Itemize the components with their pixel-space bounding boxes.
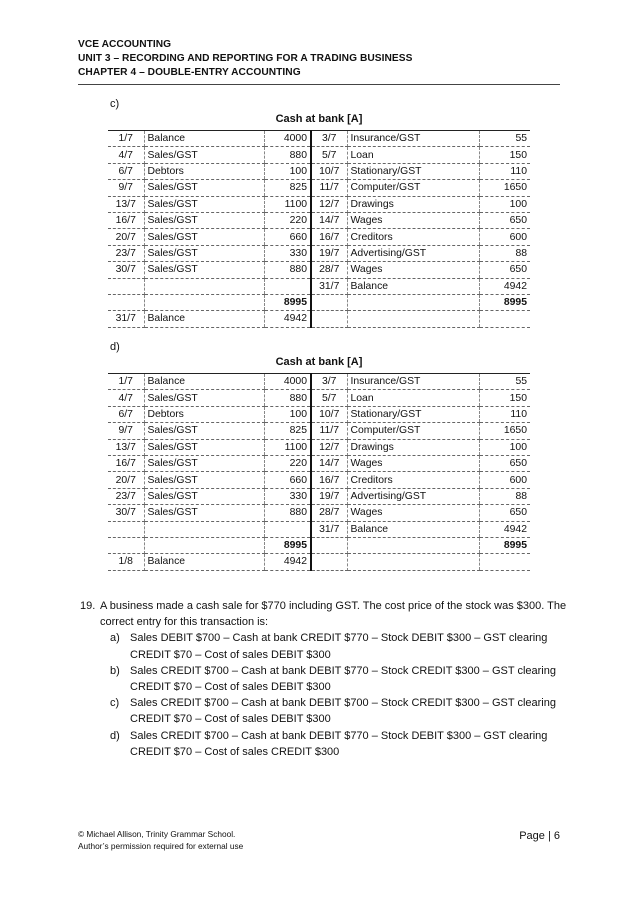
debit-date: 23/7 <box>108 488 144 504</box>
debit-particulars <box>144 278 264 294</box>
part-c-label: c) <box>110 98 120 110</box>
credit-amount: 110 <box>479 406 530 422</box>
debit-date: 4/7 <box>108 147 144 163</box>
document-header <box>78 38 560 80</box>
ledger-row <box>108 455 530 471</box>
credit-amount: 650 <box>479 212 530 228</box>
ledger-d-table <box>108 373 530 571</box>
credit-amount: 650 <box>479 262 530 278</box>
debit-amount: 4000 <box>264 374 311 390</box>
debit-particulars: Debtors <box>144 163 264 179</box>
ledger-row <box>108 374 530 390</box>
part-d-label: d) <box>110 341 120 353</box>
ledger-row <box>108 439 530 455</box>
ledger-total-row <box>108 294 530 310</box>
debit-amount: 4942 <box>264 554 311 570</box>
credit-date: 11/7 <box>311 180 347 196</box>
debit-amount: 220 <box>264 455 311 471</box>
credit-particulars: Wages <box>347 212 479 228</box>
credit-date <box>311 537 347 553</box>
debit-amount: 8995 <box>264 537 311 553</box>
debit-particulars <box>144 521 264 537</box>
credit-particulars: Advertising/GST <box>347 488 479 504</box>
debit-particulars: Sales/GST <box>144 390 264 406</box>
debit-particulars: Sales/GST <box>144 455 264 471</box>
option-d-label: d) <box>110 729 120 742</box>
debit-amount <box>264 521 311 537</box>
debit-date: 1/7 <box>108 131 144 147</box>
credit-amount: 1650 <box>479 180 530 196</box>
debit-amount: 4942 <box>264 311 311 327</box>
option-d-text: Sales CREDIT $700 – Cash at bank DEBIT $770 – Stock DEBIT $300 – GST clearing CREDIT $70 – Cost of sales CREDIT $300 <box>130 729 548 758</box>
debit-amount: 100 <box>264 406 311 422</box>
credit-particulars: Stationary/GST <box>347 406 479 422</box>
credit-particulars <box>347 294 479 310</box>
credit-particulars: Drawings <box>347 439 479 455</box>
credit-amount: 100 <box>479 196 530 212</box>
debit-date <box>108 278 144 294</box>
ledger-row <box>108 390 530 406</box>
ledger-row <box>108 521 530 537</box>
ledger-row <box>108 505 530 521</box>
debit-date: 13/7 <box>108 439 144 455</box>
question-number: 19. <box>80 600 96 612</box>
debit-amount: 880 <box>264 147 311 163</box>
credit-amount: 88 <box>479 245 530 261</box>
debit-particulars: Balance <box>144 311 264 327</box>
debit-date: 9/7 <box>108 180 144 196</box>
credit-particulars: Insurance/GST <box>347 131 479 147</box>
debit-amount: 220 <box>264 212 311 228</box>
ledger-row <box>108 423 530 439</box>
credit-particulars: Creditors <box>347 229 479 245</box>
credit-particulars: Advertising/GST <box>347 245 479 261</box>
ledger-row <box>108 229 530 245</box>
debit-particulars: Balance <box>144 374 264 390</box>
ledger-row <box>108 262 530 278</box>
debit-particulars: Sales/GST <box>144 505 264 521</box>
credit-amount: 4942 <box>479 278 530 294</box>
debit-particulars <box>144 537 264 553</box>
debit-date: 9/7 <box>108 423 144 439</box>
debit-amount: 1100 <box>264 196 311 212</box>
debit-amount: 880 <box>264 505 311 521</box>
debit-particulars: Sales/GST <box>144 262 264 278</box>
debit-amount: 330 <box>264 488 311 504</box>
ledger-row <box>108 311 530 327</box>
debit-date: 6/7 <box>108 406 144 422</box>
debit-date: 23/7 <box>108 245 144 261</box>
credit-particulars: Stationary/GST <box>347 163 479 179</box>
debit-particulars: Debtors <box>144 406 264 422</box>
debit-date <box>108 294 144 310</box>
credit-amount: 8995 <box>479 294 530 310</box>
credit-date: 16/7 <box>311 472 347 488</box>
credit-particulars <box>347 554 479 570</box>
debit-particulars: Sales/GST <box>144 472 264 488</box>
ledger-d-title: Cash at bank [A] <box>275 356 363 368</box>
credit-amount: 150 <box>479 390 530 406</box>
credit-particulars: Insurance/GST <box>347 374 479 390</box>
debit-date: 20/7 <box>108 472 144 488</box>
credit-particulars: Loan <box>347 147 479 163</box>
credit-amount: 150 <box>479 147 530 163</box>
credit-amount: 100 <box>479 439 530 455</box>
page-number: Page | 6 <box>519 830 560 842</box>
credit-amount: 650 <box>479 505 530 521</box>
credit-date: 12/7 <box>311 439 347 455</box>
credit-date: 19/7 <box>311 488 347 504</box>
credit-particulars: Drawings <box>347 196 479 212</box>
debit-amount: 825 <box>264 180 311 196</box>
credit-date: 10/7 <box>311 406 347 422</box>
ledger-total-row <box>108 537 530 553</box>
credit-date: 14/7 <box>311 455 347 471</box>
option-b-label: b) <box>110 664 120 677</box>
credit-amount <box>479 311 530 327</box>
ledger-row <box>108 472 530 488</box>
footer-copyright-line: © Michael Allison, Trinity Grammar School. <box>78 829 236 839</box>
debit-particulars: Sales/GST <box>144 439 264 455</box>
credit-date: 5/7 <box>311 390 347 406</box>
debit-particulars: Sales/GST <box>144 147 264 163</box>
question-text: A business made a cash sale for $770 including GST. The cost price of the stock was $300. The correct entry for this transaction is: <box>100 600 567 629</box>
debit-date: 16/7 <box>108 212 144 228</box>
credit-particulars: Wages <box>347 455 479 471</box>
credit-date: 16/7 <box>311 229 347 245</box>
credit-date: 19/7 <box>311 245 347 261</box>
debit-date: 30/7 <box>108 262 144 278</box>
credit-amount: 110 <box>479 163 530 179</box>
debit-particulars: Sales/GST <box>144 196 264 212</box>
credit-particulars <box>347 311 479 327</box>
debit-particulars: Balance <box>144 554 264 570</box>
credit-particulars: Loan <box>347 390 479 406</box>
header-subject: VCE ACCOUNTING <box>78 39 172 50</box>
option-c-label: c) <box>110 697 120 710</box>
debit-amount: 100 <box>264 163 311 179</box>
debit-amount <box>264 278 311 294</box>
ledger-row <box>108 278 530 294</box>
debit-particulars: Sales/GST <box>144 229 264 245</box>
credit-particulars: Computer/GST <box>347 423 479 439</box>
ledger-row <box>108 163 530 179</box>
debit-amount: 660 <box>264 229 311 245</box>
debit-particulars: Balance <box>144 131 264 147</box>
credit-amount: 600 <box>479 229 530 245</box>
debit-date: 6/7 <box>108 163 144 179</box>
ledger-row <box>108 406 530 422</box>
ledger-c-table <box>108 130 530 328</box>
debit-amount: 1100 <box>264 439 311 455</box>
credit-amount: 600 <box>479 472 530 488</box>
credit-amount: 1650 <box>479 423 530 439</box>
credit-particulars: Balance <box>347 278 479 294</box>
credit-amount: 55 <box>479 131 530 147</box>
option-c <box>110 695 580 727</box>
credit-particulars: Wages <box>347 262 479 278</box>
credit-date: 31/7 <box>311 521 347 537</box>
credit-date <box>311 554 347 570</box>
debit-date: 1/7 <box>108 374 144 390</box>
credit-date: 28/7 <box>311 505 347 521</box>
credit-amount: 55 <box>479 374 530 390</box>
debit-date <box>108 521 144 537</box>
credit-date <box>311 294 347 310</box>
header-unit: UNIT 3 – RECORDING AND REPORTING FOR A TRADING BUSINESS <box>78 53 413 64</box>
option-a-label: a) <box>110 632 120 645</box>
debit-amount: 880 <box>264 390 311 406</box>
debit-amount: 330 <box>264 245 311 261</box>
ledger-row <box>108 488 530 504</box>
ledger-row <box>108 245 530 261</box>
debit-amount: 825 <box>264 423 311 439</box>
debit-date: 1/8 <box>108 554 144 570</box>
debit-date: 30/7 <box>108 505 144 521</box>
ledger-c-title: Cash at bank [A] <box>275 113 363 125</box>
credit-particulars <box>347 537 479 553</box>
option-b-text: Sales CREDIT $700 – Cash at bank DEBIT $770 – Stock CREDIT $300 – GST clearing CREDIT $70 – Cost of sales DEBIT $300 <box>130 664 556 694</box>
ledger-row <box>108 180 530 196</box>
debit-date: 4/7 <box>108 390 144 406</box>
question-19 <box>80 598 580 760</box>
credit-amount: 650 <box>479 455 530 471</box>
credit-particulars: Computer/GST <box>347 180 479 196</box>
option-c-text: Sales CREDIT $700 – Cash at bank DEBIT $700 – Stock CREDIT $300 – GST clearing CREDIT $70 – Cost of sales DEBIT $300 <box>130 697 556 726</box>
credit-date: 3/7 <box>311 131 347 147</box>
credit-amount <box>479 554 530 570</box>
credit-date: 10/7 <box>311 163 347 179</box>
ledger-row <box>108 212 530 228</box>
debit-date: 13/7 <box>108 196 144 212</box>
debit-particulars: Sales/GST <box>144 488 264 504</box>
debit-amount: 4000 <box>264 131 311 147</box>
option-d <box>110 728 580 760</box>
debit-particulars: Sales/GST <box>144 423 264 439</box>
option-a-text: Sales DEBIT $700 – Cash at bank CREDIT $770 – Stock DEBIT $300 – GST clearing CREDIT $70 – Cost of sales DEBIT $300 <box>130 632 548 661</box>
debit-amount: 8995 <box>264 294 311 310</box>
debit-particulars: Sales/GST <box>144 245 264 261</box>
debit-amount: 660 <box>264 472 311 488</box>
debit-date: 31/7 <box>108 311 144 327</box>
credit-date: 5/7 <box>311 147 347 163</box>
credit-amount: 4942 <box>479 521 530 537</box>
option-b <box>110 663 580 695</box>
option-a <box>110 630 580 662</box>
credit-particulars: Balance <box>347 521 479 537</box>
debit-date: 20/7 <box>108 229 144 245</box>
ledger-row <box>108 147 530 163</box>
ledger-row <box>108 554 530 570</box>
debit-particulars: Sales/GST <box>144 212 264 228</box>
footer-permission-line: Author’s permission required for external use <box>78 840 244 851</box>
debit-amount: 880 <box>264 262 311 278</box>
credit-date: 12/7 <box>311 196 347 212</box>
credit-date: 11/7 <box>311 423 347 439</box>
credit-particulars: Creditors <box>347 472 479 488</box>
credit-particulars: Wages <box>347 505 479 521</box>
debit-particulars <box>144 294 264 310</box>
credit-date <box>311 311 347 327</box>
credit-date: 3/7 <box>311 374 347 390</box>
credit-amount: 8995 <box>479 537 530 553</box>
ledger-row <box>108 131 530 147</box>
credit-date: 14/7 <box>311 212 347 228</box>
debit-date <box>108 537 144 553</box>
header-divider <box>78 84 560 85</box>
header-chapter: CHAPTER 4 – DOUBLE-ENTRY ACCOUNTING <box>78 67 301 78</box>
footer-copyright <box>78 829 243 852</box>
ledger-row <box>108 196 530 212</box>
credit-amount: 88 <box>479 488 530 504</box>
credit-date: 31/7 <box>311 278 347 294</box>
debit-date: 16/7 <box>108 455 144 471</box>
debit-particulars: Sales/GST <box>144 180 264 196</box>
credit-date: 28/7 <box>311 262 347 278</box>
